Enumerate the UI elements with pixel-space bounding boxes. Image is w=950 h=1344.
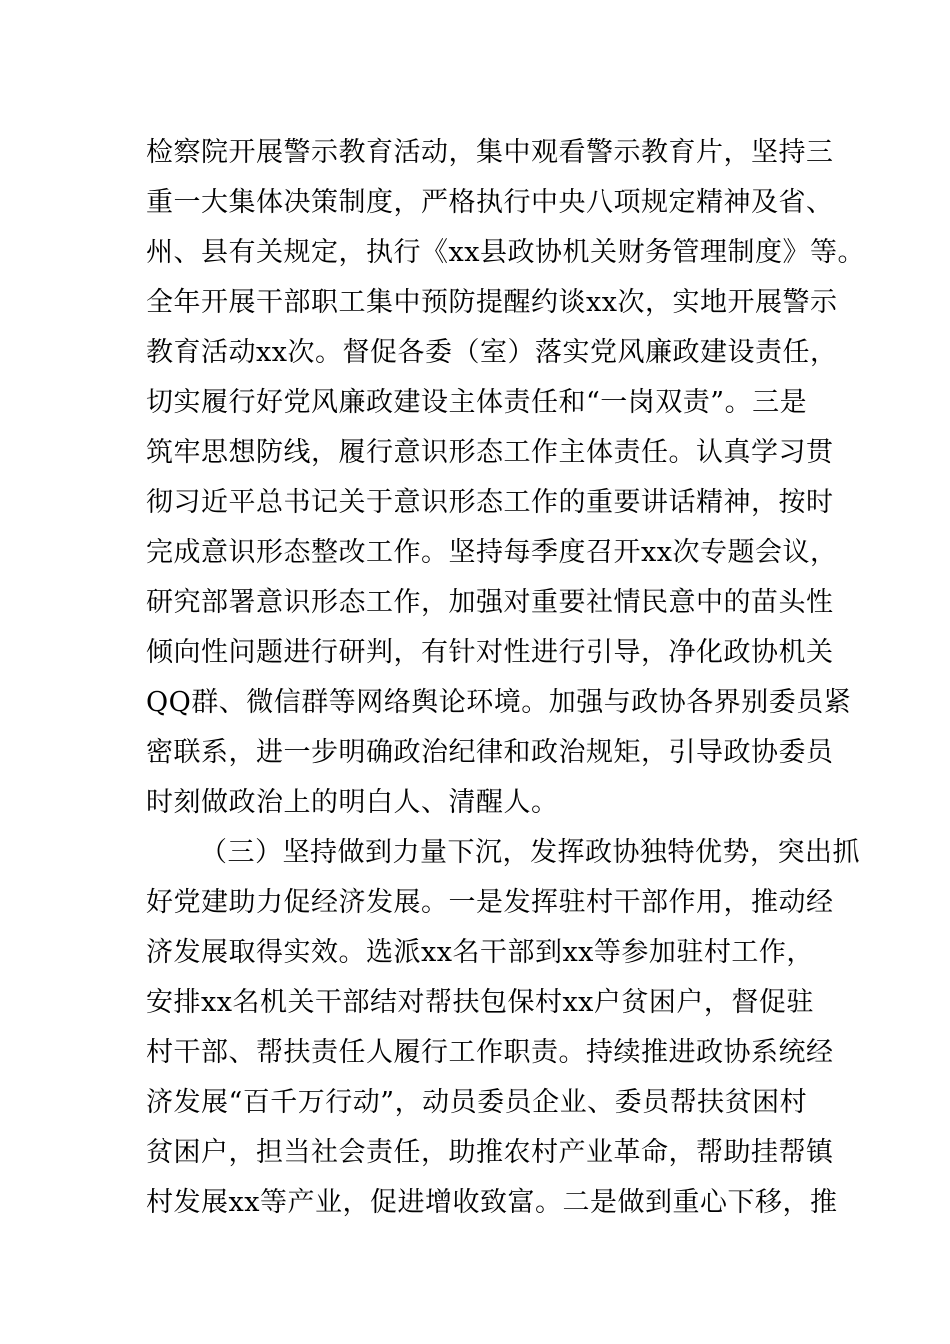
text-line: 重一大集体决策制度，严格执行中央八项规定精神及省、 xyxy=(146,187,834,218)
text-line: 村发展xx等产业，促进增收致富。二是做到重心下移，推 xyxy=(146,1187,838,1218)
text-line: QQ群、微信群等网络舆论环境。加强与政协各界别委员紧 xyxy=(146,687,852,718)
text-line: 研究部署意识形态工作，加强对重要社情民意中的苗头性 xyxy=(146,587,834,618)
text-line: 州、县有关规定，执行《xx县政协机关财务管理制度》等。 xyxy=(146,237,865,268)
text-line: 检察院开展警示教育活动，集中观看警示教育片，坚持三 xyxy=(146,137,834,168)
text-line: 安排xx名机关干部结对帮扶包保村xx户贫困户，督促驻 xyxy=(146,987,814,1018)
text-line: 彻习近平总书记关于意识形态工作的重要讲话精神，按时 xyxy=(146,487,834,518)
text-line: 时刻做政治上的明白人、清醒人。 xyxy=(146,787,559,818)
text-line: 济发展取得实效。选派xx名干部到xx等参加驻村工作， xyxy=(146,937,814,968)
text-line: 倾向性问题进行研判，有针对性进行引导，净化政协机关 xyxy=(146,637,834,668)
text-line: 教育活动xx次。督促各委（室）落实党风廉政建设责任， xyxy=(146,337,838,368)
text-line: 筑牢思想防线，履行意识形态工作主体责任。认真学习贯 xyxy=(146,437,834,468)
text-line: 全年开展干部职工集中预防提醒约谈xx次，实地开展警示 xyxy=(146,287,838,318)
text-line: 村干部、帮扶责任人履行工作职责。持续推进政协系统经 xyxy=(146,1037,834,1068)
section-heading-line: （三）坚持做到力量下沉，发挥政协独特优势，突出抓 xyxy=(200,837,860,868)
text-line: 完成意识形态整改工作。坚持每季度召开xx次专题会议， xyxy=(146,537,838,568)
text-line: 贫困户，担当社会责任，助推农村产业革命，帮助挂帮镇 xyxy=(146,1137,834,1168)
text-line: 密联系，进一步明确政治纪律和政治规矩，引导政协委员 xyxy=(146,737,834,768)
text-line: 好党建助力促经济发展。一是发挥驻村干部作用，推动经 xyxy=(146,887,834,918)
text-line: 济发展“百千万行动”，动员委员企业、委员帮扶贫困村 xyxy=(146,1087,808,1118)
text-line: 切实履行好党风廉政建设主体责任和“一岗双责”。三是 xyxy=(146,387,808,418)
